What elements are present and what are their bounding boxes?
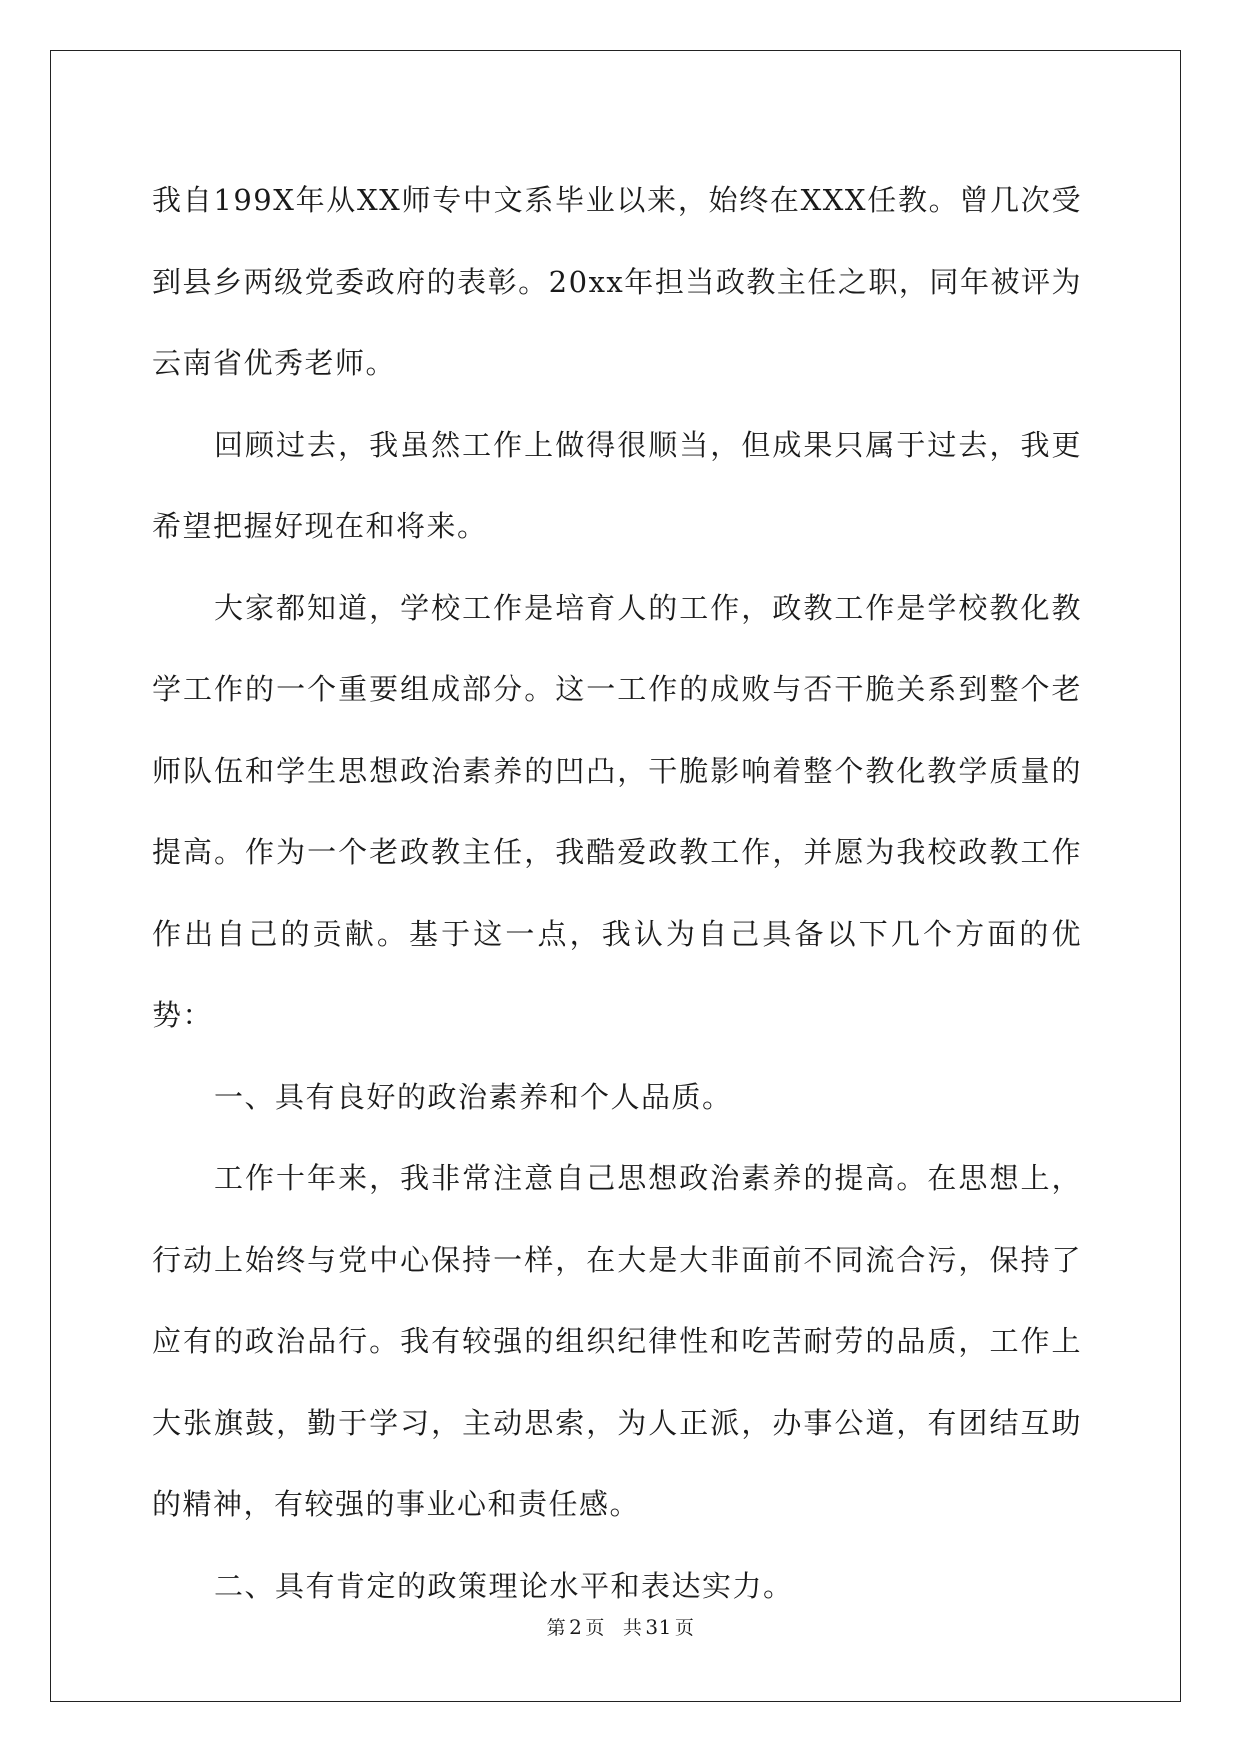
total-prefix: 共 [622, 1617, 643, 1639]
page-total: 31 [645, 1615, 672, 1639]
page-current: 2 [569, 1615, 583, 1639]
section-heading: 二、具有肯定的政策理论水平和表达实力。 [214, 1568, 794, 1603]
total-unit: 页 [674, 1617, 695, 1639]
paragraph: 我自199X年从XX师专中文系毕业以来，始终在XXX任教。曾几次受到县乡两级党委政府的表彰。20xx年担当政教主任之职，同年被评为云南省优秀老师。 [152, 183, 1082, 380]
paragraph: 大家都知道，学校工作是培育人的工作，政教工作是学校教化教学工作的一个重要组成部分。这一工作的成败与否干脆关系到整个老师队伍和学生思想政治素养的凹凸，干脆影响着整个教化教学质量的提高。作为一个老政教主任，我酷爱政教工作，并愿为我校政教工作作出自己的贡献。基于这一点，我认为自己具备以下几个方面的优势： [152, 590, 1082, 1032]
page-unit: 页 [585, 1617, 605, 1639]
page-footer [0, 1613, 1241, 1640]
page-prefix: 第 [546, 1617, 567, 1639]
section-heading: 一、具有良好的政治素养和个人品质。 [214, 1079, 733, 1114]
document-body [152, 160, 1082, 1627]
paragraph: 回顾过去，我虽然工作上做得很顺当，但成果只属于过去，我更希望把握好现在和将来。 [152, 427, 1082, 543]
paragraph: 工作十年来，我非常注意自己思想政治素养的提高。在思想上，行动上始终与党中心保持一样，在大是大非面前不同流合污，保持了应有的政治品行。我有较强的组织纪律性和吃苦耐劳的品质，工作上大张旗鼓，勤于学习，主动思索，为人正派，办事公道，有团结互助的精神，有较强的事业心和责任感。 [152, 1161, 1082, 1521]
